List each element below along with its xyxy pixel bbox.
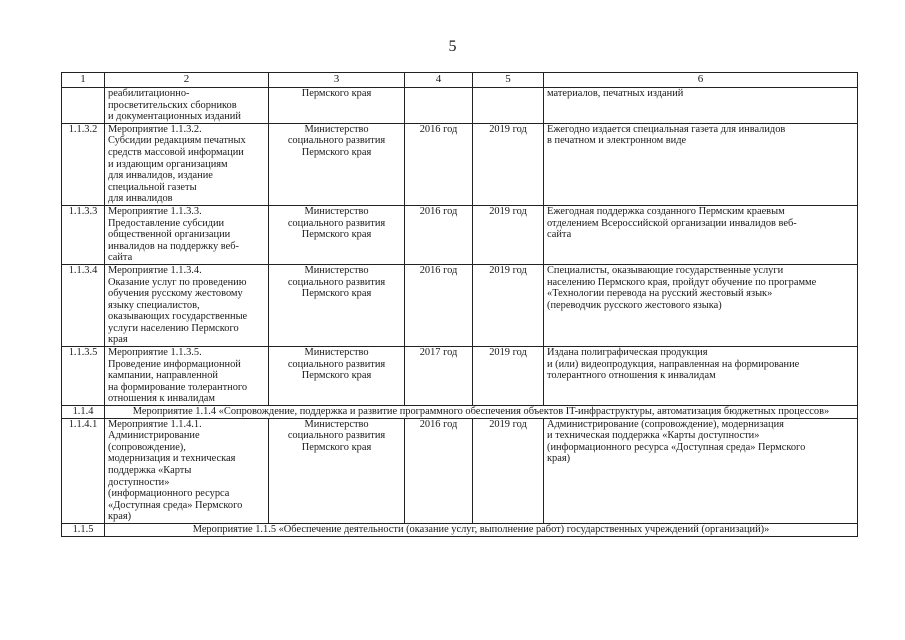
start-year — [405, 205, 473, 264]
row-number-text: 1.1.5 — [72, 523, 94, 535]
executor-text: Министерство социального развития Пермского края — [287, 205, 386, 241]
row-number — [62, 523, 105, 536]
expected-result-text: материалов, печатных изданий — [547, 88, 684, 99]
start-year-text: 2016 год — [419, 123, 458, 135]
measure-name-text: Мероприятие 1.1.3.2. Субсидии редакциям печатных средств массовой информации и издающим организациям для инвалидов, издание специальной газеты для инвалидов — [108, 123, 246, 205]
column-header-3: 3 — [269, 73, 405, 88]
table-body — [62, 73, 858, 537]
column-header-6: 6 — [544, 73, 858, 88]
executor-text: Министерство социального развития Пермского края — [287, 264, 386, 300]
page-number: 5 — [448, 38, 457, 55]
column-header-5: 5 — [473, 73, 544, 88]
expected-result — [544, 205, 858, 264]
measure-name-text: Мероприятие 1.1.4.1. Администрирование (сопровождение), модернизация и техническая поддержка «Карты доступности» (информационного ресурса «Доступная среда» Пермского края) — [108, 418, 243, 523]
end-year-text: 2019 год — [489, 418, 527, 430]
expected-result-text: Администрирование (сопровождение), модернизация и техническая поддержка «Карты доступности» (информационного ресурса «Доступная среда» Пермского края) — [547, 418, 806, 465]
expected-result — [544, 418, 858, 523]
executor — [269, 418, 405, 523]
row-number — [62, 406, 105, 419]
end-year — [473, 205, 544, 264]
expected-result-text: Ежегодная поддержка созданного Пермским краевым отделением Всероссийской организации инвалидов веб- сайта — [547, 205, 797, 241]
end-year — [473, 264, 544, 346]
executor — [269, 347, 405, 406]
table-row — [62, 205, 858, 264]
row-number — [62, 205, 105, 264]
start-year-text: 2016 год — [419, 418, 458, 430]
executor — [269, 205, 405, 264]
start-year — [405, 418, 473, 523]
row-number — [62, 88, 105, 124]
section-title-text: Мероприятие 1.1.5 «Обеспечение деятельности (оказание услуг, выполнение работ) государственных учреждений (организаций)» — [192, 523, 770, 535]
row-number — [62, 264, 105, 346]
measure-name — [105, 123, 269, 205]
end-year — [473, 347, 544, 406]
section-title-text: Мероприятие 1.1.4 «Сопровождение, поддержка и развитие программного обеспечения объектов IT-инфраструктуры, автоматизация бюджетных процессов» — [132, 406, 830, 418]
section-title — [105, 523, 858, 536]
section-title — [105, 406, 858, 419]
executor — [269, 88, 405, 124]
start-year — [405, 123, 473, 205]
measures-table — [61, 72, 858, 537]
table-row — [62, 418, 858, 523]
table-row — [62, 347, 858, 406]
measure-name-text: реабилитационно- просветительских сборников и документационных изданий — [108, 88, 241, 123]
end-year — [473, 88, 544, 124]
measure-name — [105, 205, 269, 264]
executor — [269, 123, 405, 205]
row-number — [62, 123, 105, 205]
expected-result — [544, 88, 858, 124]
column-header-1: 1 — [62, 73, 105, 88]
end-year-text: 2019 год — [489, 123, 527, 135]
start-year — [405, 264, 473, 346]
measure-name — [105, 88, 269, 124]
end-year-text: 2019 год — [489, 264, 527, 276]
measure-name — [105, 347, 269, 406]
measure-name-text: Мероприятие 1.1.3.4. Оказание услуг по проведению обучения русскому жестовому языку специалистов, оказывающих государственные услуги населению Пермского края — [108, 264, 248, 346]
row-number-text: 1.1.4.1 — [68, 418, 98, 430]
table-row — [62, 123, 858, 205]
executor-text: Пермского края — [301, 88, 372, 99]
row-number-text: 1.1.4 — [72, 406, 94, 418]
executor-text: Министерство социального развития Пермского края — [287, 347, 386, 382]
start-year-text: 2016 год — [419, 205, 458, 217]
expected-result-text: Ежегодно издается специальная газета для инвалидов в печатном и электронном виде — [547, 123, 786, 147]
start-year-text: 2016 год — [419, 264, 458, 276]
executor-text: Министерство социального развития Пермского края — [287, 418, 386, 453]
start-year-text: 2017 год — [419, 347, 458, 359]
executor-text: Министерство социального развития Пермского края — [287, 123, 386, 158]
row-number — [62, 418, 105, 523]
row-number — [62, 347, 105, 406]
row-number-text: 1.1.3.3 — [68, 205, 98, 217]
expected-result — [544, 347, 858, 406]
end-year-text: 2019 год — [489, 347, 527, 359]
measure-name — [105, 264, 269, 346]
measure-name-text: Мероприятие 1.1.3.5. Проведение информационной кампании, направленной на формирование толерантного отношения к инвалидам — [108, 347, 248, 405]
executor — [269, 264, 405, 346]
table-section-row — [62, 406, 858, 419]
expected-result-text: Специалисты, оказывающие государственные услуги населению Пермского края, пройдут обучение по программе «Технологии перевода на русский жестовый язык» (переводчик русского жестового языка) — [547, 264, 817, 311]
table-header-row — [62, 73, 858, 88]
expected-result — [544, 123, 858, 205]
row-number-text: 1.1.3.4 — [68, 264, 98, 276]
table-section-row — [62, 523, 858, 536]
start-year — [405, 88, 473, 124]
table-row — [62, 88, 858, 124]
measure-name-text: Мероприятие 1.1.3.3. Предоставление субсидии общественной организации инвалидов на поддержку веб- сайта — [108, 205, 240, 264]
start-year — [405, 347, 473, 406]
end-year — [473, 123, 544, 205]
table-row — [62, 264, 858, 346]
end-year-text: 2019 год — [489, 205, 527, 217]
expected-result — [544, 264, 858, 346]
row-number-text: 1.1.3.5 — [68, 347, 98, 359]
measure-name — [105, 418, 269, 523]
column-header-2: 2 — [105, 73, 269, 88]
expected-result-text: Издана полиграфическая продукция и (или) видеопродукция, направленная на формирование толерантного отношения к инвалидам — [547, 347, 800, 382]
end-year — [473, 418, 544, 523]
row-number-text: 1.1.3.2 — [68, 123, 98, 135]
column-header-4: 4 — [405, 73, 473, 88]
